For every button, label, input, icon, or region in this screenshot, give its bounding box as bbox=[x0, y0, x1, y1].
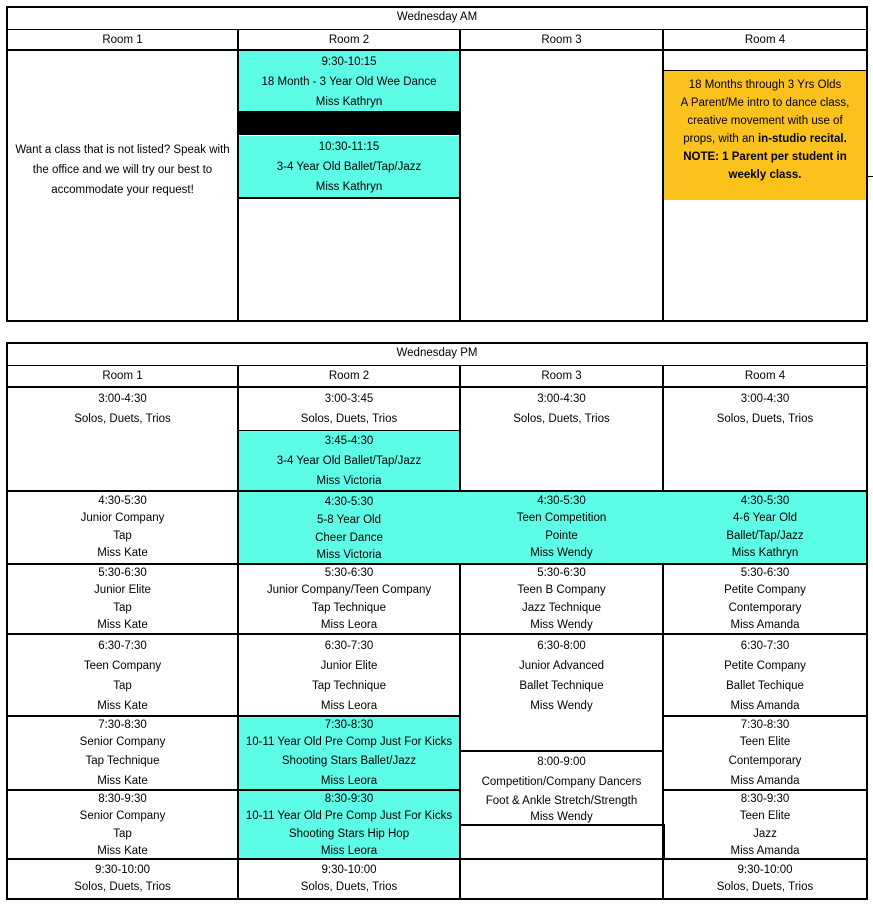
pm-room3-slot-4-30: 4:30-5:30 Teen Competition Pointe Miss Wendy bbox=[516, 495, 607, 559]
pm-room3-slot-5-30: 5:30-6:30 Teen B Company Jazz Technique Miss Wendy bbox=[517, 567, 606, 631]
am-room2-class-ballet-tap-jazz: 10:30-11:15 3-4 Year Old Ballet/Tap/Jazz Miss Kathryn bbox=[239, 136, 459, 197]
pm-room4-slot-9-30: 9:30-10:00 Solos, Duets, Trios bbox=[716, 864, 814, 893]
am-room1-header: Room 1 bbox=[102, 34, 143, 46]
pm-room3-slot-6-30: 6:30-8:00 Junior Advanced Ballet Technique Miss Wendy bbox=[518, 640, 605, 712]
pm-room4-slot-3-00: 3:00-4:30 Solos, Duets, Trios bbox=[716, 393, 814, 425]
am-room4-header: Room 4 bbox=[744, 34, 786, 46]
pm-room4-slot-5-30: 5:30-6:30 Petite Company Contemporary Miss Amanda bbox=[724, 567, 806, 631]
pm-title: Wednesday PM bbox=[396, 347, 478, 359]
am-room2-class-wee-dance: 9:30-10:15 18 Month - 3 Year Old Wee Dance Miss Kathryn bbox=[239, 51, 459, 111]
pm-room3-header: Room 3 bbox=[541, 370, 582, 382]
pm-room1-slot-6-30: 6:30-7:30 Teen Company Tap Miss Kate bbox=[83, 640, 162, 712]
pm-room1-slot-7-30: 7:30-8:30 Senior Company Tap Technique Miss Kate bbox=[79, 719, 166, 787]
pm-room2-slot-6-30: 6:30-7:30 Junior Elite Tap Technique Miss Leora bbox=[312, 640, 386, 712]
pm-room3-slot-8-00: 8:00-9:00 Competition/Company Dancers Foot & Ankle Stretch/Strength Miss Wendy bbox=[481, 756, 642, 823]
pm-room1-slot-8-30: 8:30-9:30 Senior Company Tap Miss Kate bbox=[79, 793, 166, 857]
pm-room2-slot-5-30: 5:30-6:30 Junior Company/Teen Company Tap Technique Miss Leora bbox=[266, 567, 432, 631]
am-room2-header: Room 2 bbox=[328, 34, 370, 46]
pm-room2-slot-7-30: 7:30-8:30 10-11 Year Old Pre Comp Just For Kicks Shooting Stars Ballet/Jazz Miss Leora bbox=[245, 719, 453, 787]
pm-room4-header: Room 4 bbox=[744, 370, 786, 382]
am-room3-header: Room 3 bbox=[541, 34, 582, 46]
pm-room2-slot-4-30: 4:30-5:30 5-8 Year Old Cheer Dance Miss Victoria bbox=[315, 496, 383, 561]
pm-room4-slot-8-30: 8:30-9:30 Teen Elite Jazz Miss Amanda bbox=[730, 793, 800, 857]
am-room2-break-bar bbox=[237, 111, 461, 135]
pm-room1-slot-9-30: 9:30-10:00 Solos, Duets, Trios bbox=[74, 864, 171, 893]
pm-room3-slot-3-00: 3:00-4:30 Solos, Duets, Trios bbox=[513, 393, 610, 425]
pm-room2-slot-3-00: 3:00-3:45 Solos, Duets, Trios bbox=[300, 393, 398, 425]
pm-room2-slot-9-30: 9:30-10:00 Solos, Duets, Trios bbox=[300, 864, 398, 893]
pm-room2-slot-8-30: 8:30-9:30 10-11 Year Old Pre Comp Just For Kicks Shooting Stars Hip Hop Miss Leora bbox=[245, 793, 453, 857]
pm-room1-slot-5-30: 5:30-6:30 Junior Elite Tap Miss Kate bbox=[94, 567, 151, 631]
pm-room4-slot-7-30: 7:30-8:30 Teen Elite Contemporary Miss Amanda bbox=[728, 719, 802, 787]
pm-room1-slot-3-00: 3:00-4:30 Solos, Duets, Trios bbox=[74, 393, 171, 425]
pm-room4-slot-6-30: 6:30-7:30 Petite Company Ballet Techique Miss Amanda bbox=[724, 640, 806, 712]
pm-room2-slot-3-45: 3:45-4:30 3-4 Year Old Ballet/Tap/Jazz Miss Victoria bbox=[276, 435, 422, 487]
pm-room1-slot-4-30: 4:30-5:30 Junior Company Tap Miss Kate bbox=[80, 495, 165, 559]
pm-room1-header: Room 1 bbox=[102, 370, 143, 382]
am-room4-class-note: 18 Months through 3 Yrs Olds A Parent/Me intro to dance class, creative movement with use of props, with an in-studio recital. NOTE: 1 Parent per student in weekly class. bbox=[664, 71, 866, 200]
pm-room4-slot-4-30: 4:30-5:30 4-6 Year Old Ballet/Tap/Jazz Miss Kathryn bbox=[726, 495, 804, 559]
pm-room2-header: Room 2 bbox=[328, 370, 370, 382]
am-room1-note: Want a class that is not listed? Speak with the office and we will try our best to accommodate your request! bbox=[15, 144, 230, 196]
am-title: Wednesday AM bbox=[396, 11, 478, 23]
